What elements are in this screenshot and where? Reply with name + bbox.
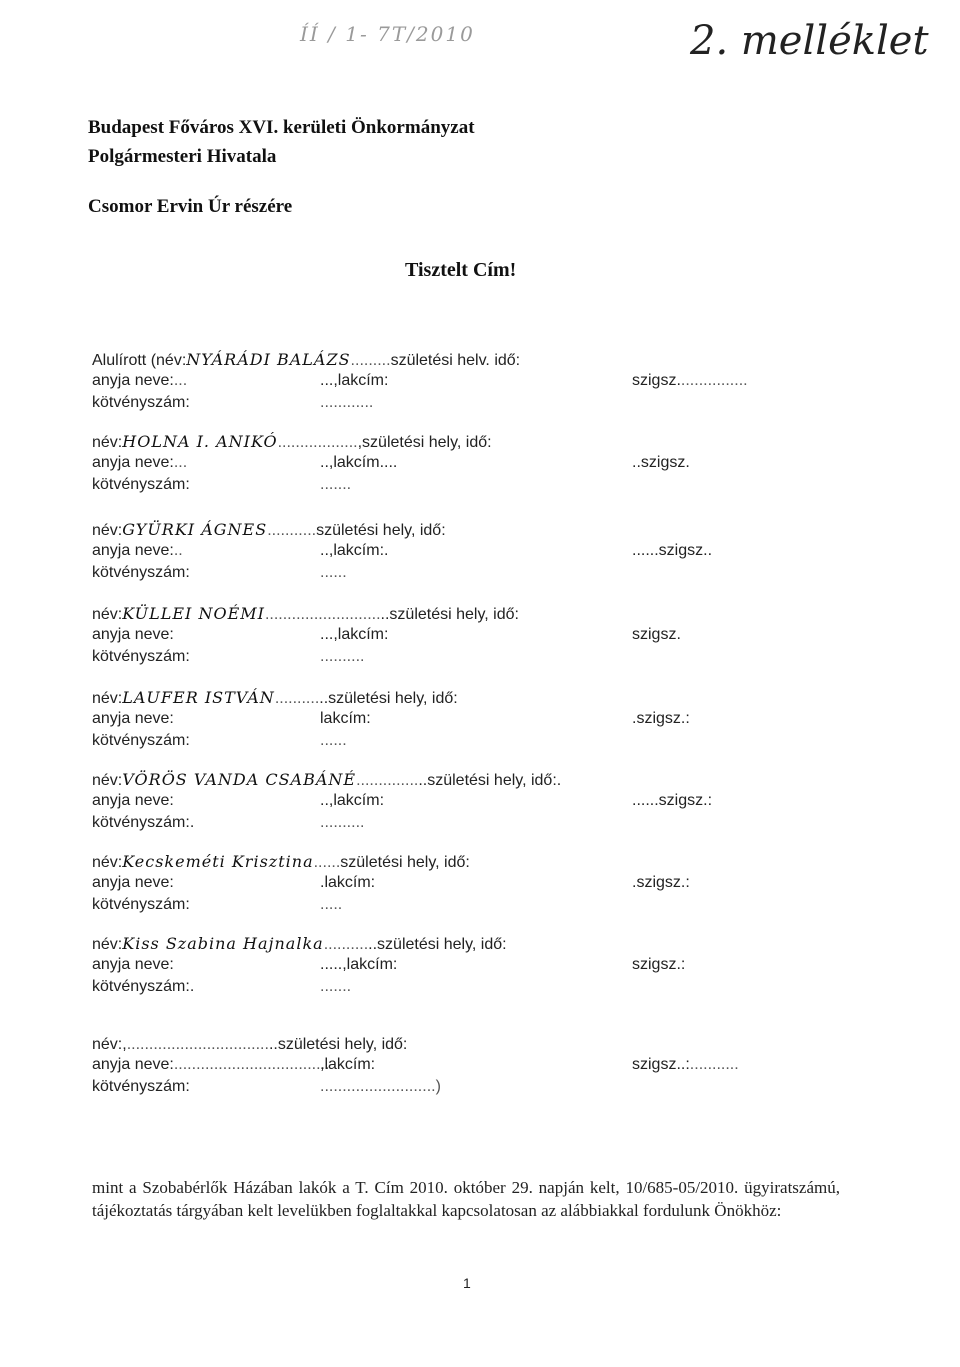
birth-label: ..születési hely, idő: xyxy=(319,690,458,707)
name-label: név: xyxy=(92,854,123,871)
name-label: név: xyxy=(92,690,123,707)
id-label: ..szigsz. xyxy=(632,454,690,471)
entry-bond-row xyxy=(92,1078,832,1100)
body-paragraph: mint a Szobabérlők Házában lakók a T. Cím 2010. október 29. napján kelt, 10/685-05/2010. ügyiratszámú, tájékoztatás tárgyában kelt levelükben foglaltakkal kapcsolatosan az alábbiakkal fordulunk Önökhöz: xyxy=(92,1178,840,1220)
mother-group xyxy=(92,626,174,644)
bond-dots: ...... xyxy=(320,732,347,749)
name-group xyxy=(92,350,520,370)
bond-dots: ...... xyxy=(320,564,347,581)
bond-dots: .......... xyxy=(320,648,365,665)
entry-name-row xyxy=(92,770,832,792)
name-group xyxy=(92,520,446,540)
entry-name-row xyxy=(92,688,832,710)
name-dots: .......................... xyxy=(264,606,381,623)
name-dots: ........... xyxy=(267,522,317,539)
name-dots: .......... xyxy=(274,690,320,707)
mother-label: anyja neve: xyxy=(92,372,174,389)
bond-label: kötvényszám: xyxy=(92,394,190,411)
address-label: .lakcím: xyxy=(320,874,376,891)
name-label: név: xyxy=(92,936,123,953)
name-value: Kecskeméti Krisztina xyxy=(122,852,314,871)
name-label: név:, xyxy=(92,1036,127,1053)
id-label: szigsz. xyxy=(632,626,681,643)
name-label: Alulírott (név: xyxy=(92,352,187,369)
entry-bond-row xyxy=(92,896,832,918)
address-label: ...,lakcím: xyxy=(320,626,389,643)
address-label: ..,lakcím: xyxy=(320,792,385,809)
entry-bond-row xyxy=(92,648,832,670)
entry-bond-row xyxy=(92,476,832,498)
id-group xyxy=(632,1056,739,1074)
id-label: szigsz. xyxy=(632,372,681,389)
birth-label: ,születési hely, idő: xyxy=(357,434,492,451)
name-label: név: xyxy=(92,522,123,539)
entry-mother-row xyxy=(92,792,832,814)
name-dots: ................................ xyxy=(126,1036,269,1053)
bond-dots: ..........................) xyxy=(320,1078,441,1095)
bond-label: kötvényszám: xyxy=(92,648,190,665)
bond-dots: ............ xyxy=(320,394,374,411)
bond-dots: .......... xyxy=(320,814,365,831)
bond-label: kötvényszám: xyxy=(92,732,190,749)
entry-mother-row xyxy=(92,542,832,564)
name-group xyxy=(92,432,492,452)
name-dots: ......... xyxy=(350,352,391,369)
entry-name-row xyxy=(92,1034,832,1056)
entry-mother-row xyxy=(92,454,832,476)
id-group xyxy=(632,626,681,644)
mother-value: .. xyxy=(173,542,183,559)
birth-label: születési helv. idő: xyxy=(390,352,521,369)
address-label: ...,lakcím: xyxy=(320,372,389,389)
id-dots: ........... xyxy=(689,1056,739,1073)
id-group xyxy=(632,710,690,728)
address-label: ..,lakcím:. xyxy=(320,542,389,559)
name-group xyxy=(92,688,458,708)
mother-group xyxy=(92,874,174,892)
name-value: LAUFER ISTVÁN xyxy=(122,688,275,707)
id-group xyxy=(632,454,690,472)
mother-value: ... xyxy=(173,372,188,389)
mother-label: anyja neve: xyxy=(92,956,174,973)
mother-label: anyja neve: xyxy=(92,454,174,471)
mother-group xyxy=(92,710,174,728)
mother-group xyxy=(92,792,174,810)
name-value: NYÁRÁDI BALÁZS xyxy=(186,350,351,369)
mother-group xyxy=(92,542,183,560)
header-line-1: Budapest Főváros XVI. kerületi Önkormányzat xyxy=(88,117,475,138)
entry-name-row xyxy=(92,604,832,626)
id-group xyxy=(632,372,748,390)
mother-group xyxy=(92,1056,329,1074)
name-group xyxy=(92,852,470,872)
mother-label: anyja neve: xyxy=(92,874,174,891)
mother-label: anyja neve: xyxy=(92,710,174,727)
entry-mother-row xyxy=(92,626,832,648)
name-label: név: xyxy=(92,772,123,789)
entry-name-row xyxy=(92,350,832,372)
name-group xyxy=(92,604,519,624)
id-group xyxy=(632,874,690,892)
entry-name-row xyxy=(92,432,832,454)
id-group xyxy=(632,542,712,560)
birth-label: születési hely, idő: xyxy=(340,854,470,871)
mother-label: anyja neve: xyxy=(92,792,174,809)
mother-value: ... xyxy=(173,454,188,471)
mother-label: anyja neve: xyxy=(92,1056,174,1073)
name-group xyxy=(92,770,561,790)
name-value: GYÜRKI ÁGNES xyxy=(122,520,268,539)
mother-group xyxy=(92,372,187,390)
entry-bond-row xyxy=(92,564,832,586)
birth-label: ..születési hely, idő: xyxy=(380,606,519,623)
bond-dots: ....... xyxy=(320,476,352,493)
name-group xyxy=(92,934,507,954)
entry-bond-row xyxy=(92,978,832,1000)
id-label: .szigsz.: xyxy=(632,710,690,727)
id-label: ......szigsz.: xyxy=(632,792,713,809)
entry-name-row xyxy=(92,852,832,874)
mother-value: ................................... xyxy=(173,1056,330,1073)
name-group xyxy=(92,1034,407,1054)
birth-label: ..születési hely, idő:. xyxy=(418,772,562,789)
salutation: Tisztelt Cím! xyxy=(405,259,517,281)
id-label: szigsz.: xyxy=(632,956,686,973)
id-group xyxy=(632,792,712,810)
entry-bond-row xyxy=(92,814,832,836)
header-line-2: Polgármesteri Hivatala xyxy=(88,146,277,167)
bond-label: kötvényszám:. xyxy=(92,978,195,995)
name-value: KÜLLEI NOÉMI xyxy=(122,604,265,623)
name-label: név: xyxy=(92,606,123,623)
birth-label: születési hely, idő: xyxy=(316,522,446,539)
name-value: Kiss Szabina Hajnalka xyxy=(122,934,324,953)
bond-label: kötvényszám: xyxy=(92,896,190,913)
name-value: HOLNA I. ANIKÓ xyxy=(122,432,278,451)
entry-mother-row xyxy=(92,372,832,394)
handwritten-file-number: ÍÍ / 1- 7T/2010 xyxy=(300,22,475,46)
bond-label: kötvényszám:. xyxy=(92,814,195,831)
bond-label: kötvényszám: xyxy=(92,476,190,493)
birth-label: ..születési hely, idő: xyxy=(368,936,507,953)
address-label: lakcím: xyxy=(320,710,371,727)
page-number: 1 xyxy=(463,1275,471,1291)
bond-label: kötvényszám: xyxy=(92,564,190,581)
entry-mother-row xyxy=(92,956,832,978)
id-dots: ............... xyxy=(680,372,748,389)
id-label: .szigsz.: xyxy=(632,874,690,891)
entry-mother-row xyxy=(92,874,832,896)
name-dots: ...... xyxy=(313,854,341,871)
id-label: ......szigsz.. xyxy=(632,542,713,559)
entry-name-row xyxy=(92,520,832,542)
mother-label: anyja neve: xyxy=(92,626,174,643)
id-label: szigsz..: xyxy=(632,1056,690,1073)
header-line-3: Csomor Ervin Úr részére xyxy=(88,196,293,217)
entry-bond-row xyxy=(92,394,832,416)
address-label: ..,lakcím.... xyxy=(320,454,398,471)
address-label: ,lakcím: xyxy=(320,1056,376,1073)
entry-mother-row xyxy=(92,1056,832,1078)
entry-name-row xyxy=(92,934,832,956)
name-label: név: xyxy=(92,434,123,451)
entry-bond-row xyxy=(92,732,832,754)
bond-label: kötvényszám: xyxy=(92,1078,190,1095)
handwritten-annex-label: 2. melléklet xyxy=(690,18,929,64)
name-value: VÖRÖS VANDA CSABÁNÉ xyxy=(122,770,357,789)
bond-dots: ..... xyxy=(320,896,343,913)
mother-group xyxy=(92,956,174,974)
mother-group xyxy=(92,454,187,472)
bond-dots: ....... xyxy=(320,978,352,995)
mother-label: anyja neve: xyxy=(92,542,174,559)
entry-mother-row xyxy=(92,710,832,732)
name-dots: .............. xyxy=(356,772,419,789)
name-dots: .................. xyxy=(277,434,358,451)
name-dots: .......... xyxy=(323,936,369,953)
birth-label: ..születési hely, idő: xyxy=(268,1036,408,1053)
address-label: .....,lakcím: xyxy=(320,956,398,973)
id-group xyxy=(632,956,685,974)
